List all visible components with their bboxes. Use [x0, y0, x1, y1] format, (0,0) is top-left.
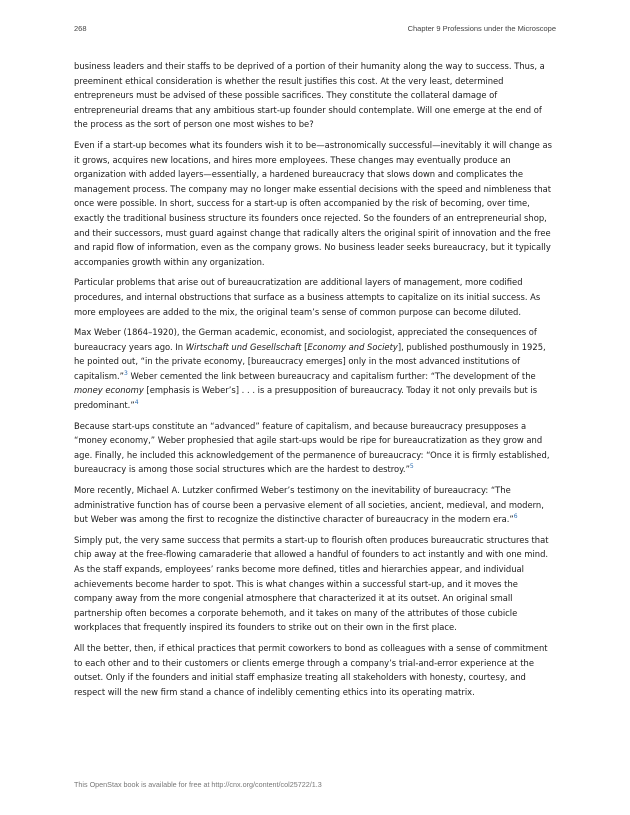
text-run: ], published posthumously in 1925, he pointed out, “in the private economy, [bureaucracy emerges] only in the most advanced institutions of capitalism.” [74, 341, 546, 381]
book-title: Wirtschaft und Gesellschaft [185, 341, 302, 352]
page-footer: This OpenStax book is available for free at http://cnx.org/content/col25722/1.3 [74, 780, 322, 789]
paragraph-5 [74, 419, 558, 477]
paragraph-6 [74, 483, 558, 527]
text-run: Max Weber (1864–1920), the German academic, economist, and sociologist, appreciated the consequences of bureaucracy years ago. In [74, 327, 537, 352]
book-translation: Economy and Society [307, 341, 398, 352]
footnote-link-3[interactable]: 3 [123, 370, 128, 378]
body-text [74, 59, 558, 705]
paragraph-8: All the better, then, if ethical practices that permit coworkers to bond as colleagues with a sense of commitment to each other and to their customers or clients emerge through a company’s trial-and-error experience at the outset. Only if the founders and initial staff emphasize treating all stakeholders with honesty, courtesy, and respect will the new firm stand a chance of indelibly cementing ethics into its operating matrix. [74, 642, 548, 697]
footnote-link-6[interactable]: 6 [513, 513, 518, 521]
paragraph-3: Particular problems that arise out of bureaucratization are additional layers of management, more codified procedures, and internal obstructions that surface as a business attempts to capitalize on its initial success. As more employees are added to the mix, the original team’s sense of common purpose can become diluted. [74, 277, 541, 317]
paragraph-weber [74, 325, 558, 413]
paragraph-1: business leaders and their staffs to be deprived of a portion of their humanity along the way to success. Thus, a preeminent ethical consideration is whether the result justifies this cost. At the very least, determined entrepreneurs must be advised of these possible sacrifices. They constitute the collateral damage of entrepreneurial dreams that any ambitious start-up founder should contemplate. Will one emerge at the end of the process as the sort of person one most wishes to be? [74, 61, 545, 130]
text-run: [emphasis is Weber’s] . . . is a presupposition of bureaucracy. Today it not only prevails but is predominant.” [74, 385, 538, 411]
text-run: Weber cemented the link between bureaucracy and capitalism further: “The development of the [127, 370, 536, 381]
paragraph-2: Even if a start-up becomes what its founders wish it to be—astronomically successful—inevitably it will change as it grows, acquires new locations, and hires more employees. These changes may eventually produce an organization with added layers—essentially, a hardened bureaucracy that slows down and complicates the management process. The company may no longer make essential decisions with the speed and nimbleness that once were possible. In short, success for a start-up is often accompanied by the risk of becoming, over time, exactly the traditional business structure its founders once rejected. So the founders of an entrepreneurial shop, and their successors, must guard against change that radically alters the original spirit of innovation and the free and rapid flow of information, even as the company grows. No business leader seeks bureaucracy, but it typically accompanies growth within any organization. [74, 139, 552, 267]
footnote-link-5[interactable]: 5 [409, 463, 414, 471]
emphasis-text: money economy [74, 385, 144, 396]
page-header [74, 24, 556, 33]
footnote-link-4[interactable]: 4 [134, 399, 139, 407]
chapter-title: Chapter 9 Professions under the Microscope [407, 24, 556, 33]
paragraph-7: Simply put, the very same success that permits a start-up to flourish often produces bureaucratic structures that chip away at the free-flowing camaraderie that allowed a handful of founders to act instantly and with one mind. As the staff expands, employees’ ranks become more defined, titles and hierarchies appear, and individual achievements become harder to spot. This is what changes within a successful start-up, and it moves the company away from the more congenial atmosphere that characterized it at its outset. An original small partnership often becomes a corporate behemoth, and it takes on many of the attributes of those cubicle workplaces that frequently inspired its founders to strike out on their own in the first place. [74, 534, 549, 633]
text-run: [ [301, 341, 308, 352]
text-run: Because start-ups constitute an “advanced” feature of capitalism, and because bureaucracy presupposes a “money economy,” Weber prophesied that agile start-ups would be ripe for bureaucratization as they grow and age. Finally, he included this acknowledgement of the permanence of bureaucracy: “Once it is firmly established, bureaucracy is among those social structures which are the hardest to destroy.” [74, 420, 550, 475]
text-run: More recently, Michael A. Lutzker confirmed Weber’s testimony on the inevitability of bureaucracy: “The administrative function has of course been a pervasive element of all societies, ancient, medieval, and modern, but Weber was among the first to recognize the distinctive character of bureaucracy in the modern era.” [74, 485, 544, 525]
page-number: 268 [74, 24, 87, 33]
